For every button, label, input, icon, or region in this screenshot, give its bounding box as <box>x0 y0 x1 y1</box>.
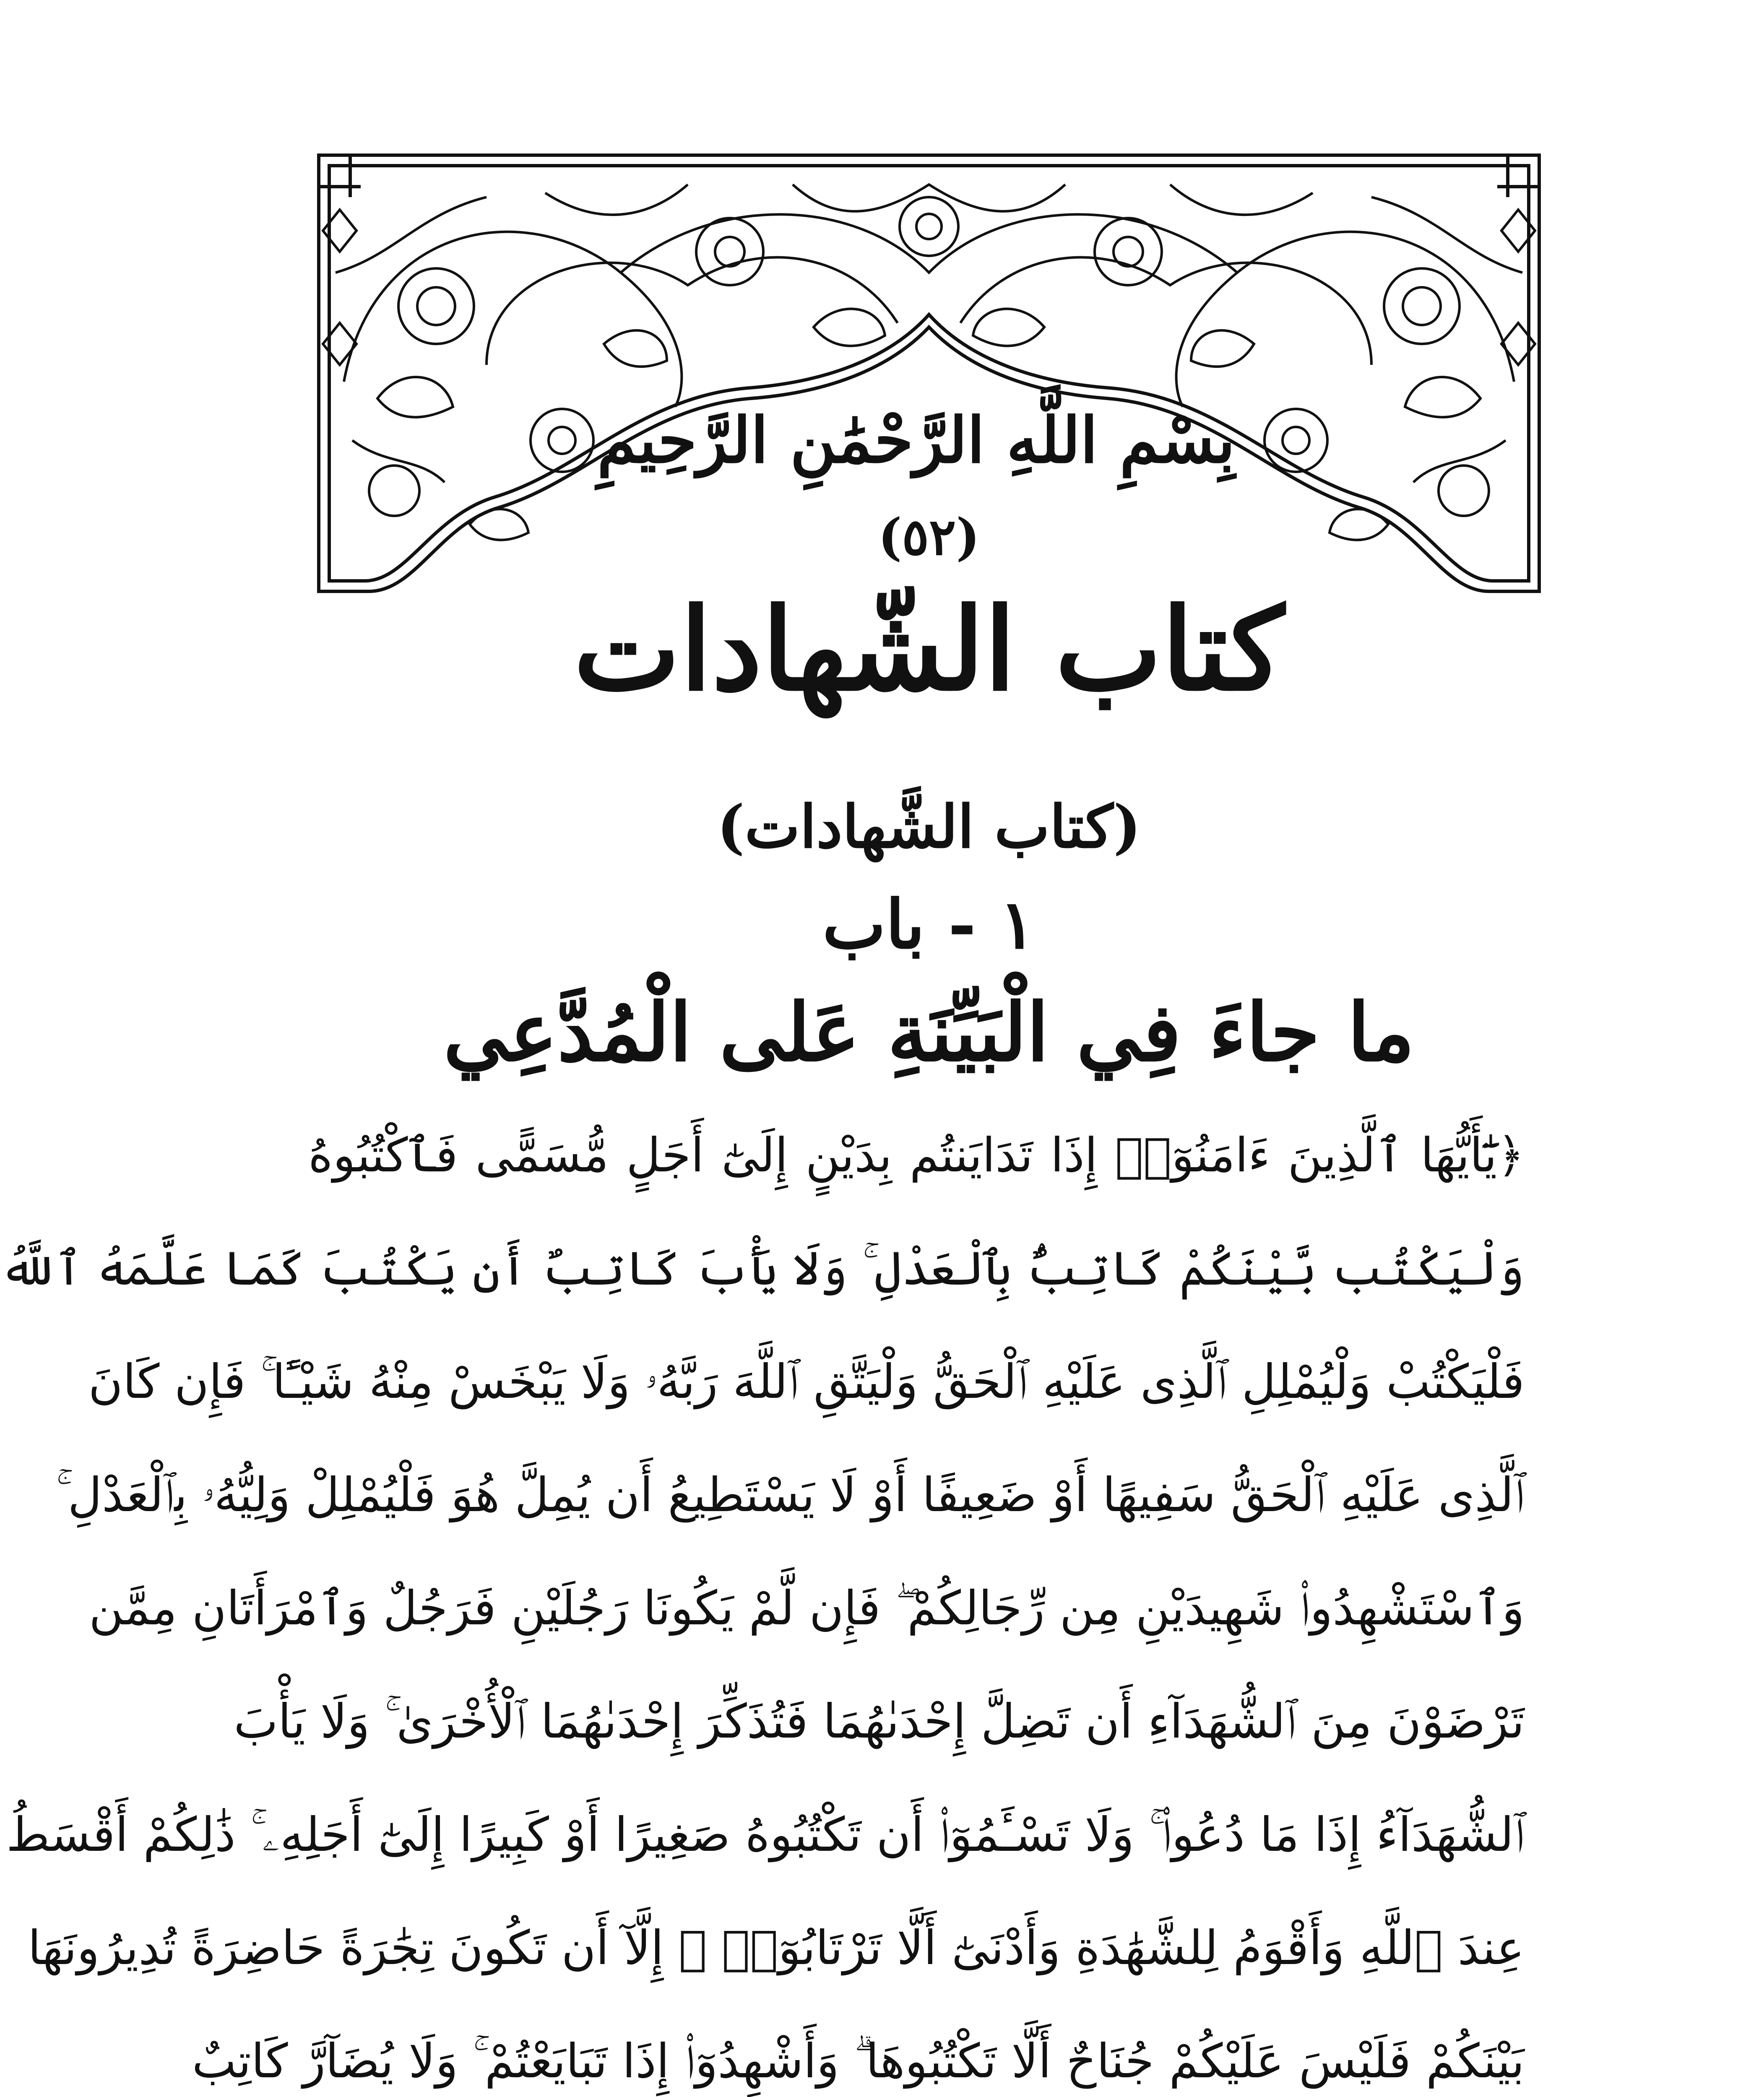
chapter-title: ما جاءَ فِي الْبَيِّنَةِ عَلى الْمُدَّعِي <box>443 986 1415 1079</box>
chapter-number: (٥٢) <box>878 507 980 567</box>
verse-line: وَٱسْتَشْهِدُوا۟ شَهِيدَيْنِ مِن رِّجَالِكُمْ ۖ فَإِن لَّمْ يَكُونَا رَجُلَيْنِ فَرَجُلٌ وَٱمْرَأَتَانِ مِمَّن <box>89 1581 1525 1636</box>
verse-line: ﴿يَٰٓأَيُّهَا ٱلَّذِينَ ءَامَنُوٓا۟ إِذَا تَدَايَنتُم بِدَيْنٍ إِلَىٰٓ أَجَلٍ مُّسَمًّى فَٱكْتُبُوهُ <box>308 1128 1525 1183</box>
chapter-label: ١ - باب <box>822 885 1036 964</box>
verse-line: وَلْيَكْتُب بَّيْنَكُمْ كَاتِبٌۢ بِٱلْعَدْلِ ۚ وَلَا يَأْبَ كَاتِبٌ أَن يَكْتُبَ كَمَا عَلَّمَهُ ٱللَّهُ <box>0 1241 1525 1296</box>
verse-line: فَلْيَكْتُبْ وَلْيُمْلِلِ ٱلَّذِى عَلَيْهِ ٱلْحَقُّ وَلْيَتَّقِ ٱللَّهَ رَبَّهُۥ وَلَا يَبْخَسْ مِنْهُ شَيْـًٔا ۚ فَإِن كَانَ <box>88 1355 1525 1409</box>
quran-verse-block <box>0 1099 1525 2097</box>
verse-line: تَرْضَوْنَ مِنَ ٱلشُّهَدَآءِ أَن تَضِلَّ إِحْدَىٰهُمَا فَتُذَكِّرَ إِحْدَىٰهُمَا ٱلْأُخْرَىٰ ۚ وَلَا يَأْبَ <box>234 1694 1525 1749</box>
calligraphy-title: كتاب الشّهادات <box>573 583 1285 716</box>
verse-line: عِندَ ٱللَّهِ وَأَقْوَمُ لِلشَّهَٰدَةِ وَأَدْنَىٰٓ أَلَّا تَرْتَابُوٓا۟ ۖ إِلَّآ أَن تَكُونَ تِجَٰرَةً حَاضِرَةً تُدِيرُونَهَا <box>28 1921 1525 1975</box>
verse-line: ٱلَّذِى عَلَيْهِ ٱلْحَقُّ سَفِيهًا أَوْ ضَعِيفًا أَوْ لَا يَسْتَطِيعُ أَن يُمِلَّ هُوَ فَلْيُمْلِلْ وَلِيُّهُۥ بِٱلْعَدْلِ ۚ <box>56 1468 1525 1522</box>
verse-line: بَيْنَكُمْ فَلَيْسَ عَلَيْكُمْ جُنَاحٌ أَلَّا تَكْتُبُوهَا ۗ وَأَشْهِدُوٓا۟ إِذَا تَبَايَعْتُمْ ۚ وَلَا يُضَآرَّ كَاتِبٌ <box>192 2034 1525 2089</box>
book-heading: (كتاب الشَّهادات) <box>717 793 1141 861</box>
basmala: بِسْمِ اللَّهِ الرَّحْمَٰنِ الرَّحِيمِ <box>597 403 1235 477</box>
verse-line: ٱلشُّهَدَآءُ إِذَا مَا دُعُوا۟ ۚ وَلَا تَسْـَٔمُوٓا۟ أَن تَكْتُبُوهُ صَغِيرًا أَوْ كَبِيرًا إِلَىٰٓ أَجَلِهِۦ ۚ ذَٰلِكُمْ أَقْسَطُ <box>6 1808 1525 1862</box>
